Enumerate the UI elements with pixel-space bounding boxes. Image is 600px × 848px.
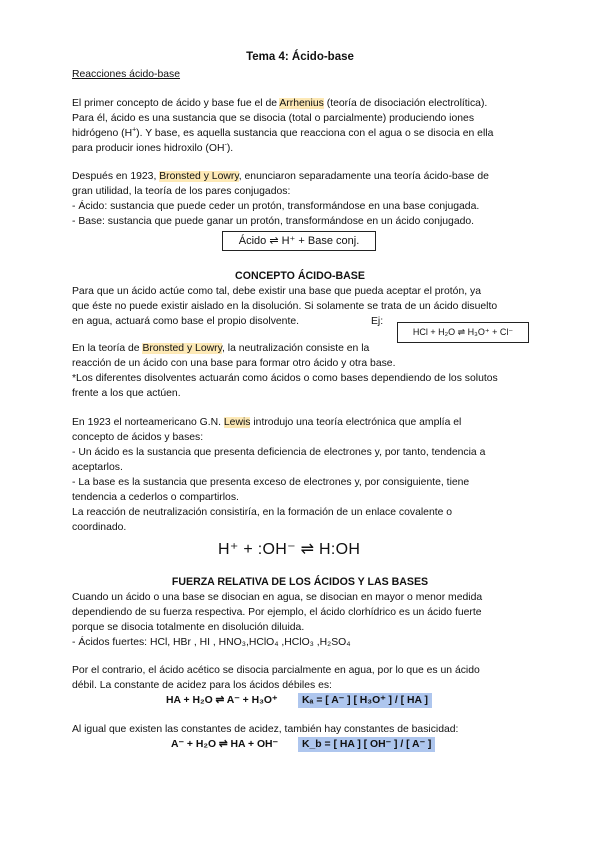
paragraph-line: Al igual que existen las constantes de acidez, también hay constantes de basicidad: — [72, 724, 459, 735]
paragraph-line: Para que un ácido actúe como tal, debe existir una base que pueda aceptar el protón, ya — [72, 286, 481, 297]
list-item: aceptarlos. — [72, 462, 123, 473]
list-item: - Base: sustancia que puede ganar un protón, transformándose en un ácido conjugado. — [72, 216, 475, 227]
conjugate-pair-equation-box: Ácido ⇌ H⁺ + Base conj. — [222, 231, 376, 251]
list-item: - Ácido: sustancia que puede ceder un protón, transformándose en una base conjugada. — [72, 201, 480, 212]
paragraph-line: La reacción de neutralización consistiría, en la formación de un enlace covalente o — [72, 507, 453, 518]
paragraph-line: El primer concepto de ácido y base fue el de Arrhenius (teoría de disociación electrolítica). — [72, 98, 488, 109]
section-subtitle: Reacciones ácido-base — [72, 69, 181, 80]
paragraph-line: concepto de ácidos y bases: — [72, 432, 204, 443]
paragraph-line: Por el contrario, el ácido acético se disocia parcialmente en agua, por lo que es un ácido — [72, 665, 480, 676]
paragraph-line: hidrógeno (H+). Y base, es aquella sustancia que reacciona con el agua o se disocia en ella — [72, 126, 494, 139]
paragraph-line: Cuando un ácido o una base se disocian en agua, se disocian en mayor o menor medida — [72, 592, 483, 603]
paragraph-line: débil. La constante de acidez para los ácidos débiles es: — [72, 680, 332, 691]
paragraph-line: para producir iones hidroxilo (OH-). — [72, 141, 234, 154]
strong-acids-list: - Ácidos fuertes: HCl, HBr , HI , HNO₃,HClO₄ ,HClO₃ ,H₂SO₄ — [72, 637, 351, 648]
list-item: - La base es la sustancia que presenta exceso de electrones y, por consiguiente, tiene — [72, 477, 470, 488]
paragraph-line: Para él, ácido es una sustancia que se disocia (total o parcialmente) produciendo iones — [72, 113, 475, 124]
highlight-arrhenius: Arrhenius — [279, 98, 324, 109]
page-title: Tema 4: Ácido-base — [246, 51, 354, 63]
paragraph-line: *Los diferentes disolventes actuarán como ácidos o como bases dependiendo de los solutos — [72, 373, 498, 384]
paragraph-line: dependiendo de su fuerza respectiva. Por ejemplo, el ácido clorhídrico es un ácido fuerte — [72, 607, 482, 618]
lewis-neutralization-equation: H⁺ + :OH⁻ ⇌ H:OH — [218, 541, 361, 558]
list-item: tendencia a cederlos o compartirlos. — [72, 492, 239, 503]
paragraph-line: gran utilidad, la teoría de los pares conjugados: — [72, 186, 291, 197]
paragraph-line: reacción de un ácido con una base para formar otro ácido y otra base. — [72, 358, 396, 369]
paragraph-line: que éste no puede existir aislado en la disolución. Si solamente se trata de un ácido disuelto — [72, 301, 498, 312]
acidity-constant-box: Kₐ = [ A⁻ ] [ H₃O⁺ ] / [ HA ] — [298, 693, 432, 708]
paragraph-line: Después en 1923, Bronsted y Lowry, enunciaron separadamente una teoría ácido-base de — [72, 171, 489, 182]
acid-dissociation-equation: HA + H₂O ⇌ A⁻ + H₃O⁺ — [166, 695, 278, 706]
paragraph-line: En 1923 el norteamericano G.N. Lewis introdujo una teoría electrónica que amplía el — [72, 417, 462, 428]
highlight-lewis: Lewis — [223, 417, 251, 428]
list-item: - Un ácido es la sustancia que presenta deficiencia de electrones y, por tanto, tendencia a — [72, 447, 486, 458]
basicity-constant-box: K_b = [ HA ] [ OH⁻ ] / [ A⁻ ] — [298, 737, 435, 752]
paragraph-line: frente a los que actúen. — [72, 388, 181, 399]
paragraph-line: porque se disocia totalmente en disolución diluida. — [72, 622, 305, 633]
section-heading: FUERZA RELATIVA DE LOS ÁCIDOS Y LAS BASES — [171, 576, 429, 588]
paragraph-line: en agua, actuará como base el propio disolvente. — [72, 316, 300, 327]
base-dissociation-equation: A⁻ + H₂O ⇌ HA + OH⁻ — [171, 739, 279, 750]
paragraph-line: En la teoría de Bronsted y Lowry, la neutralización consiste en la — [72, 343, 370, 354]
paragraph-line: coordinado. — [72, 522, 127, 533]
section-heading: CONCEPTO ÁCIDO-BASE — [235, 270, 365, 282]
highlight-bronsted: Bronsted y Lowry — [159, 171, 239, 182]
example-label: Ej: — [371, 316, 384, 327]
hcl-example-equation-box: HCl + H₂O ⇌ H₃O⁺ + Cl⁻ — [397, 322, 529, 343]
highlight-bronsted-lowry: Bronsted y Lowry — [142, 343, 222, 354]
